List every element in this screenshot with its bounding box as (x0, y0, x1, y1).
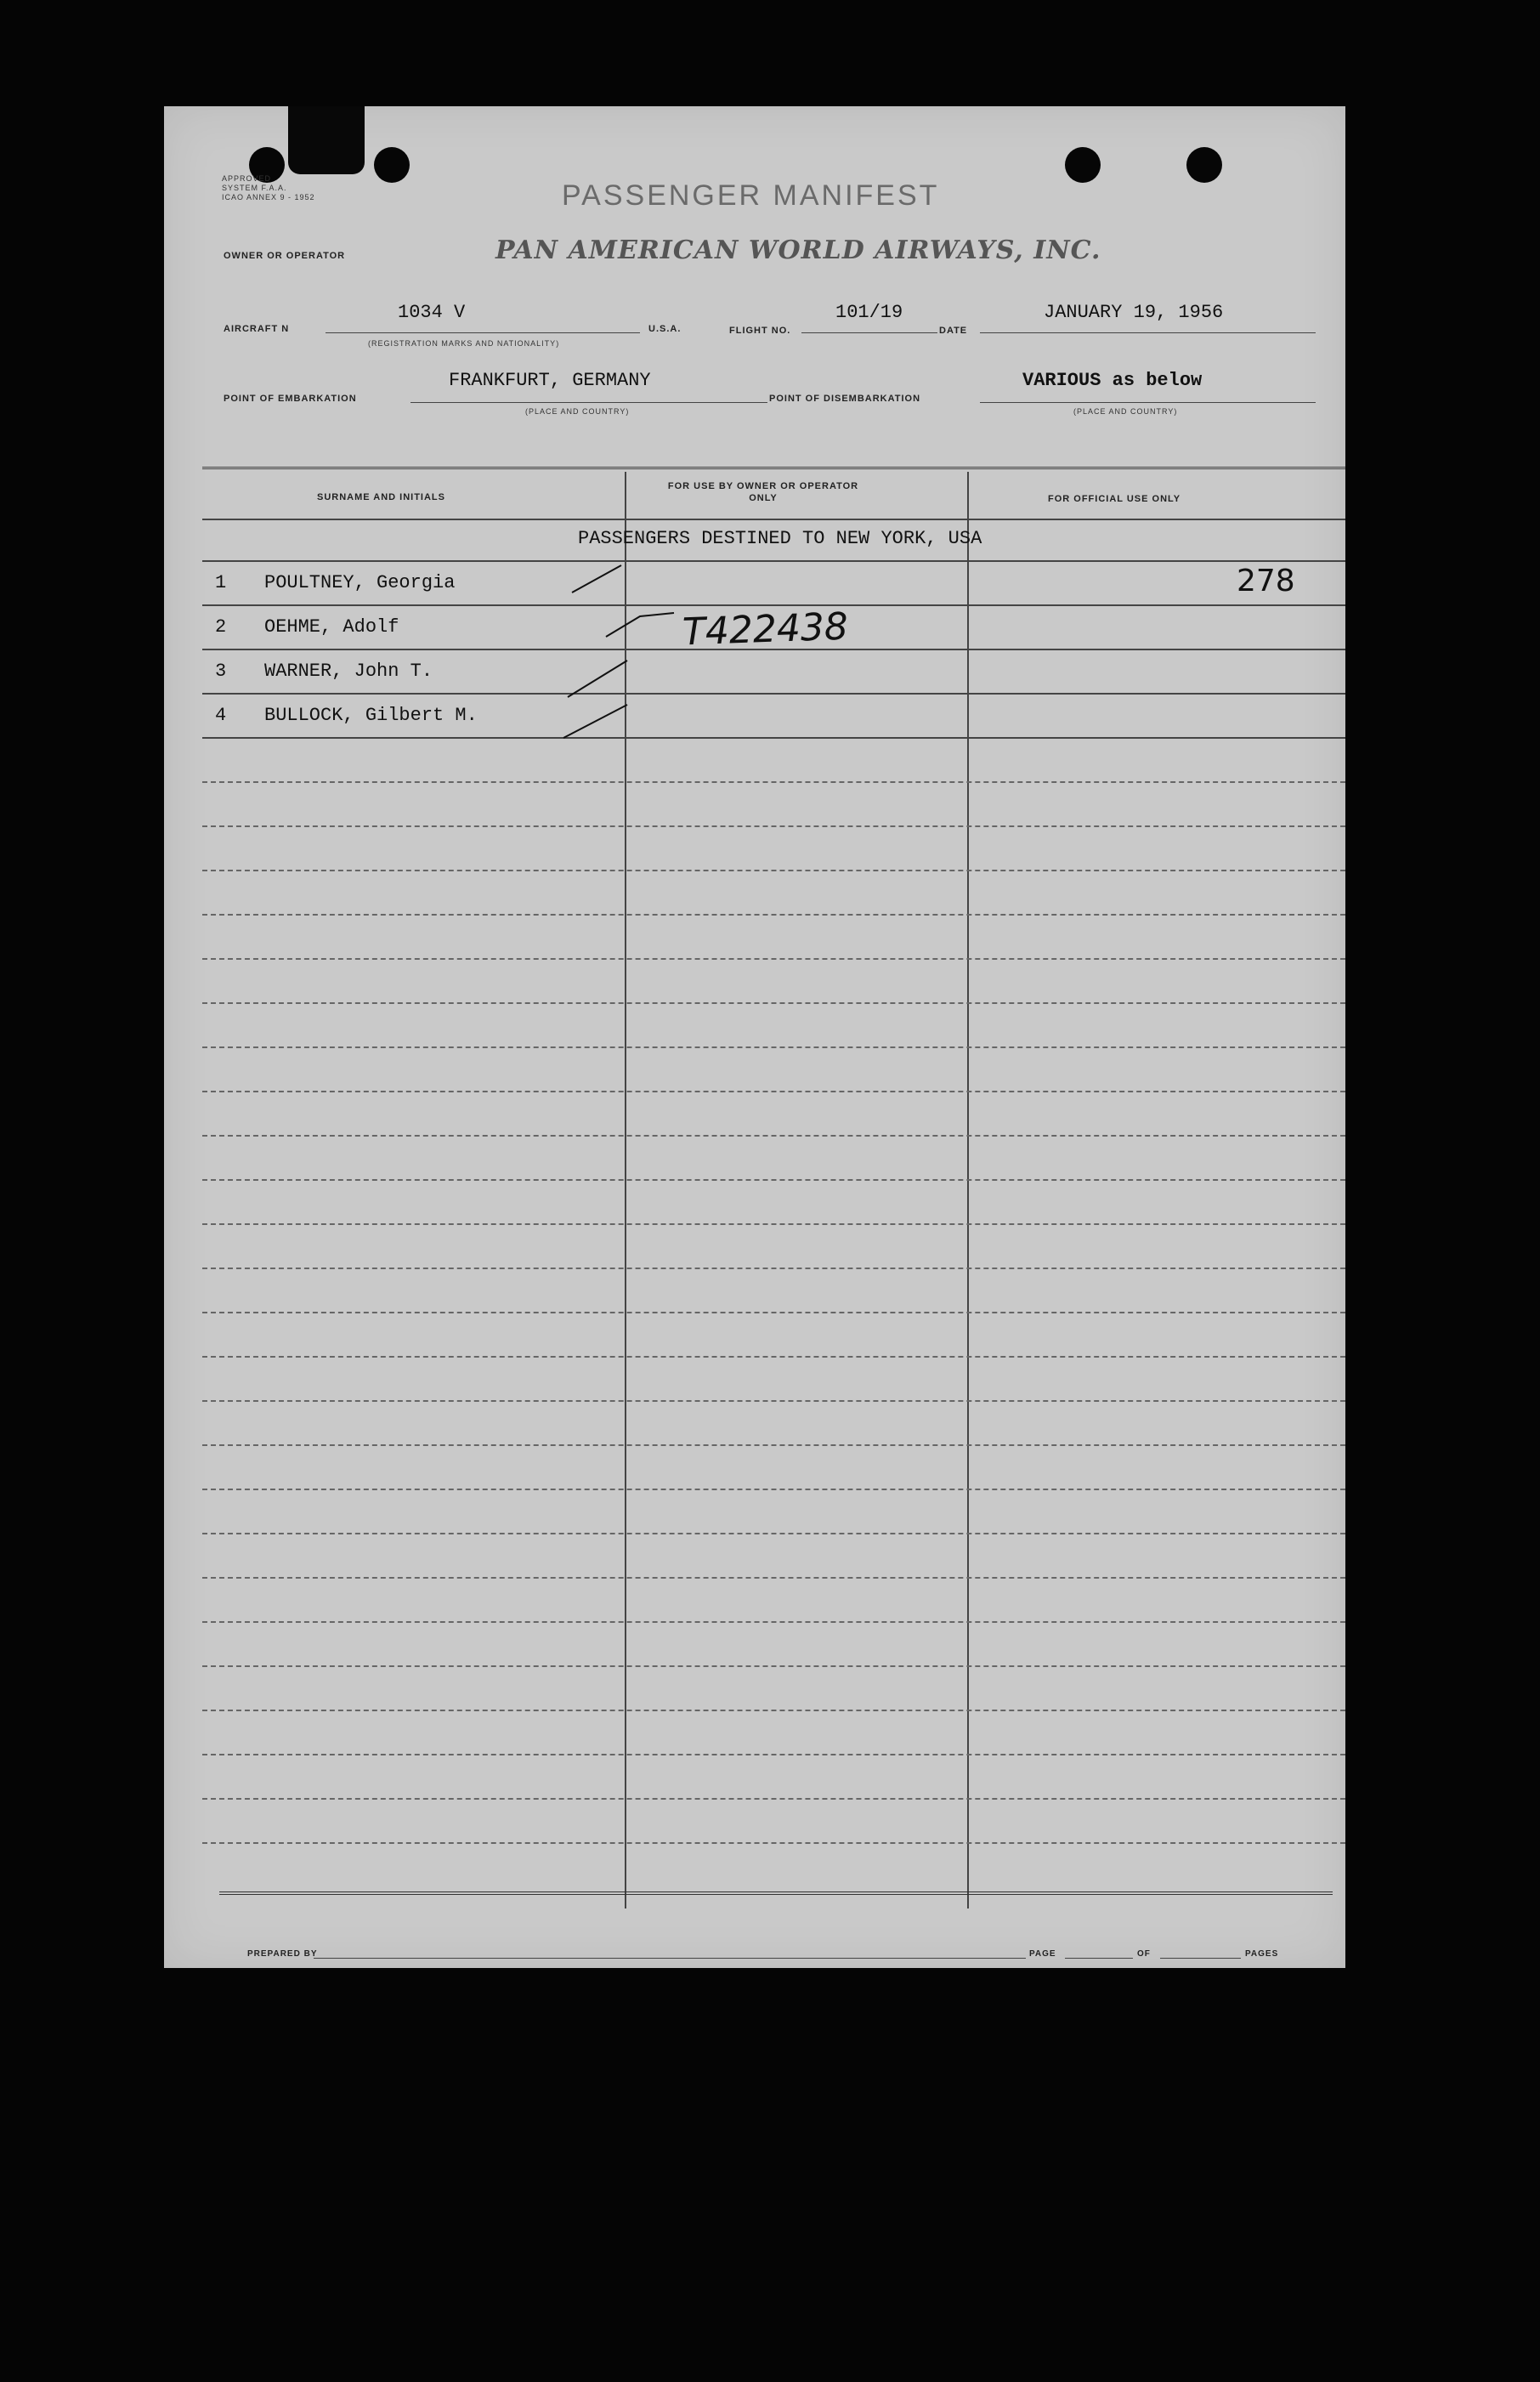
col-header-surname: SURNAME AND INITIALS (317, 492, 445, 502)
disembarkation-label: POINT OF DISEMBARKATION (769, 394, 921, 404)
passenger-name: POULTNEY, Georgia (264, 572, 456, 593)
disembarkation-place-note: (PLACE AND COUNTRY) (1073, 407, 1178, 416)
aircraft-label: AIRCRAFT N (224, 324, 290, 334)
empty-rule (202, 1533, 1345, 1534)
page-title: PASSENGER MANIFEST (562, 179, 940, 212)
pages-label: PAGES (1245, 1949, 1279, 1959)
passenger-name: WARNER, John T. (264, 661, 433, 682)
col-header-official: FOR OFFICIAL USE ONLY (1048, 494, 1181, 504)
empty-rule (202, 1356, 1345, 1358)
empty-rule (202, 1002, 1345, 1004)
empty-rule (202, 781, 1345, 783)
embarkation-place-note: (PLACE AND COUNTRY) (525, 407, 630, 416)
empty-rule (202, 870, 1345, 871)
check-mark-2 (606, 613, 674, 637)
empty-rule (202, 1754, 1345, 1755)
manifest-sheet (164, 106, 1345, 1968)
passenger-name: BULLOCK, Gilbert M. (264, 705, 478, 726)
row-number: 4 (215, 705, 227, 726)
page-line (1065, 1958, 1133, 1959)
empty-rule (202, 1223, 1345, 1225)
approval-stamp: APPROVED SYSTEM F.A.A. ICAO ANNEX 9 - 1952 (222, 174, 315, 201)
flight-no-label: FLIGHT NO. (729, 326, 791, 336)
embarkation-label: POINT OF EMBARKATION (224, 394, 357, 404)
empty-rule (202, 1400, 1345, 1402)
check-marks (164, 106, 1345, 871)
date-value: JANUARY 19, 1956 (1044, 302, 1224, 323)
empty-rule (202, 1798, 1345, 1800)
official-number: 278 (1237, 564, 1295, 598)
empty-rule (202, 1312, 1345, 1313)
page-label: PAGE (1029, 1949, 1056, 1959)
aircraft-value: 1034 V (398, 302, 466, 323)
row-number: 2 (215, 616, 227, 638)
empty-rule (202, 914, 1345, 916)
date-label: DATE (939, 326, 968, 336)
table-bottom-rule (219, 1891, 1333, 1895)
check-mark-4 (563, 705, 627, 738)
row-number: 1 (215, 572, 227, 593)
row-number: 3 (215, 661, 227, 682)
empty-rule (202, 1179, 1345, 1181)
passenger-name: OEHME, Adolf (264, 616, 399, 638)
airline-name: PAN AMERICAN WORLD AIRWAYS, INC. (495, 235, 1101, 265)
empty-rule (202, 1665, 1345, 1667)
empty-rule (202, 825, 1345, 827)
empty-rule (202, 1577, 1345, 1579)
flight-no-value: 101/19 (835, 302, 903, 323)
usa-label: U.S.A. (648, 324, 682, 334)
registration-note: (REGISTRATION MARKS AND NATIONALITY) (368, 339, 560, 348)
owner-label: OWNER OR OPERATOR (224, 251, 346, 261)
empty-rule (202, 1091, 1345, 1092)
check-mark-1 (572, 565, 621, 593)
empty-rule (202, 1621, 1345, 1623)
empty-rule (202, 1842, 1345, 1844)
empty-rule (202, 1444, 1345, 1446)
disembarkation-value: VARIOUS as below (1022, 370, 1203, 391)
check-mark-3 (568, 661, 627, 697)
prepared-by-label: PREPARED BY (247, 1949, 318, 1959)
empty-rule (202, 958, 1345, 960)
empty-rule (202, 1489, 1345, 1490)
owner-handwritten-number: T422438 (682, 604, 849, 655)
empty-rule (202, 1710, 1345, 1711)
empty-rule (202, 1135, 1345, 1137)
prepared-by-line (314, 1958, 1026, 1959)
empty-rule (202, 1268, 1345, 1269)
empty-rule (202, 1046, 1345, 1048)
of-line (1160, 1958, 1241, 1959)
destination-note: PASSENGERS DESTINED TO NEW YORK, USA (578, 528, 982, 549)
embarkation-value: FRANKFURT, GERMANY (449, 370, 651, 391)
of-label: OF (1137, 1949, 1151, 1959)
col-header-owner: FOR USE BY OWNER OR OPERATOR ONLY (667, 481, 859, 503)
